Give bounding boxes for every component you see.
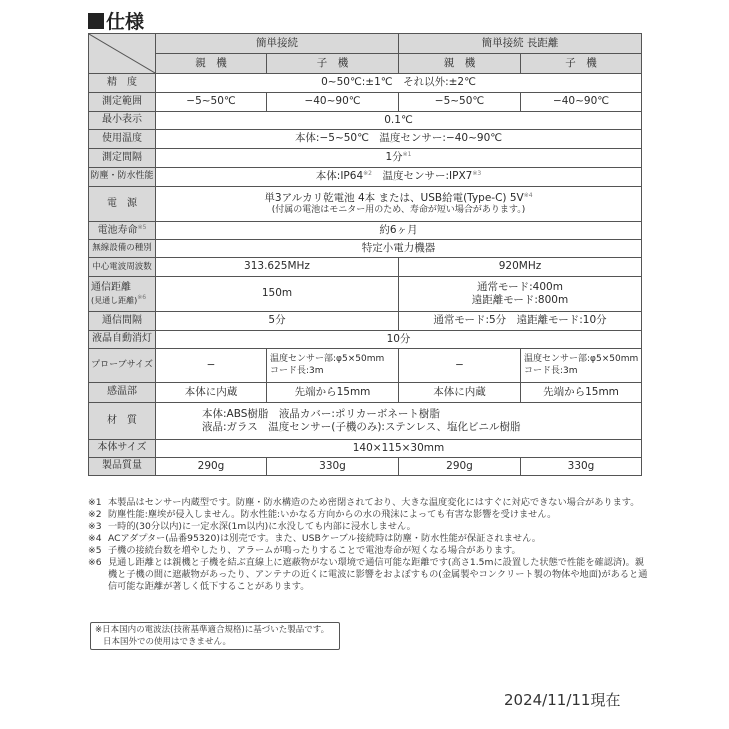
- row-accuracy: [89, 74, 642, 93]
- footnote: ※4 ACアダプター(品番95320)は別売です。また、USBケーブル接続時は防塵・防水性能が保証されません。: [88, 533, 541, 544]
- row-value: 温度センサー部:φ5×50mm コード長:3m: [521, 349, 642, 383]
- row-label: 液晶自動消灯: [89, 331, 156, 349]
- row-value: −40~90℃: [521, 93, 642, 112]
- row-label: 無線設備の種別: [89, 240, 156, 258]
- row-label: 通信距離 (見通し距離)$^{※6}$: [89, 277, 156, 312]
- row-battery-life: [89, 222, 642, 240]
- row-label: 本体サイズ: [89, 440, 156, 458]
- row-value: 通常モード:400m 遠距離モード:800m: [399, 277, 642, 312]
- row-label: 防塵・防水性能: [89, 168, 156, 187]
- row-range: [89, 93, 642, 112]
- header-parent-1: 親 機: [156, 54, 267, 74]
- header-child-2: 子 機: [521, 54, 642, 74]
- row-label: 精 度: [89, 74, 156, 93]
- row-value: 本体:−5~50℃ 温度センサー:−40~90℃: [156, 130, 642, 149]
- diagonal-line-icon: [89, 34, 155, 73]
- row-value: 330g: [521, 458, 642, 476]
- row-value: 先端から15mm: [521, 383, 642, 403]
- row-value: 本体:IP64$^{※2}$ 温度センサー:IPX7$^{※3}$: [156, 168, 642, 187]
- row-value: 本体に内蔵: [399, 383, 521, 403]
- row-value: 先端から15mm: [267, 383, 399, 403]
- row-value: 920MHz: [399, 258, 642, 277]
- row-value: 通常モード:5分 遠距離モード:10分: [399, 312, 642, 331]
- row-size: [89, 440, 642, 458]
- row-value: 290g: [156, 458, 267, 476]
- square-bullet-icon: [88, 13, 104, 29]
- row-operating-temp: [89, 130, 642, 149]
- row-value: 313.625MHz: [156, 258, 399, 277]
- corner-cell: [89, 34, 156, 74]
- row-sensor: [89, 383, 642, 403]
- header-parent-2: 親 機: [399, 54, 521, 74]
- row-min-display: [89, 112, 642, 130]
- row-frequency: [89, 258, 642, 277]
- row-value: 特定小電力機器: [156, 240, 642, 258]
- row-label: 材 質: [89, 403, 156, 440]
- row-interval: [89, 149, 642, 168]
- row-radio-type: [89, 240, 642, 258]
- row-label: 電池寿命$^{※5}$: [89, 222, 156, 240]
- row-probe: [89, 349, 642, 383]
- row-value: −40~90℃: [267, 93, 399, 112]
- row-value: 0~50℃:±1℃ それ以外:±2℃: [156, 74, 642, 93]
- row-label: 測定範囲: [89, 93, 156, 112]
- row-value: 単3アルカリ乾電池 4本 または、USB給電(Type-C) $5V^{※4}$ (付属の電池はモニター用のため、寿命が短い場合があります。): [156, 187, 642, 222]
- row-label: 電 源: [89, 187, 156, 222]
- footnote: ※5 子機の接続台数を増やしたり、アラームが鳴ったりすることで電池寿命が短くなる場合があります。: [88, 545, 521, 556]
- row-label: 最小表示: [89, 112, 156, 130]
- row-value: −: [399, 349, 521, 383]
- footnote: ※6 見通し距離とは親機と子機を結ぶ直線上に遮蔽物がない環境で通信可能な距離です(高さ1.5mに設置した状態で性能を確認済)。親機と子機の間に遮蔽物があったり、アンテナの近くに電波に影響をおよぼすもの(金属製やコンクリート製の物体や地面)があると通信可能な距離が著しく低下することがあります。: [88, 557, 648, 592]
- row-weight: [89, 458, 642, 476]
- page-title: 仕様: [88, 7, 144, 34]
- row-power: [89, 187, 642, 222]
- header-group-long-range: 簡単接続 長距離: [399, 34, 642, 54]
- row-value: 1分$^{※1}$: [156, 149, 642, 168]
- row-label: 測定間隔: [89, 149, 156, 168]
- as-of-date: 2024/11/11現在: [504, 691, 621, 709]
- row-label: 製品質量: [89, 458, 156, 476]
- row-value: 本体に内蔵: [156, 383, 267, 403]
- row-lcd-off: [89, 331, 642, 349]
- row-value: 温度センサー部:φ5×50mm コード長:3m: [267, 349, 399, 383]
- row-value: 150m: [156, 277, 399, 312]
- footnote: ※3 一時的(30分以内)に一定水深(1m以内)に水没しても内部に浸水しません。: [88, 521, 416, 532]
- row-comm-distance: [89, 277, 642, 312]
- row-label: 中心電波周波数: [89, 258, 156, 277]
- row-value: −: [156, 349, 267, 383]
- row-value: 330g: [267, 458, 399, 476]
- row-value: 5分: [156, 312, 399, 331]
- footnotes: [88, 497, 648, 593]
- row-value: 約6ヶ月: [156, 222, 642, 240]
- row-waterproof: [89, 168, 642, 187]
- header-group-simple: 簡単接続: [156, 34, 399, 54]
- row-value: −5~50℃: [399, 93, 521, 112]
- header-child-1: 子 機: [267, 54, 399, 74]
- legal-notice-box: ※日本国内の電波法(技術基準適合規格)に基づいた製品です。 日本国外での使用はできません。: [90, 622, 340, 650]
- row-value: 本体:ABS樹脂 液晶カバー:ポリカーボネート樹脂 液晶:ガラス 温度センサー(子機のみ):ステンレス、塩化ビニル樹脂: [156, 403, 642, 440]
- row-value: 10分: [156, 331, 642, 349]
- spec-table: [88, 33, 642, 476]
- row-value: 290g: [399, 458, 521, 476]
- row-value: −5~50℃: [156, 93, 267, 112]
- row-value: 0.1℃: [156, 112, 642, 130]
- footnote: ※1 本製品はセンサー内蔵型です。防塵・防水構造のため密閉されており、大きな温度変化にはすぐに対応できない場合があります。: [88, 497, 640, 508]
- row-label: 通信間隔: [89, 312, 156, 331]
- row-comm-interval: [89, 312, 642, 331]
- row-label: プローブサイズ: [89, 349, 156, 383]
- row-label: 感温部: [89, 383, 156, 403]
- row-value: 140×115×30mm: [156, 440, 642, 458]
- row-label: 使用温度: [89, 130, 156, 149]
- row-material: [89, 403, 642, 440]
- footnote: ※2 防塵性能:塵埃が侵入しません。防水性能:いかなる方向からの水の飛沫によっても有害な影響を受けません。: [88, 509, 557, 520]
